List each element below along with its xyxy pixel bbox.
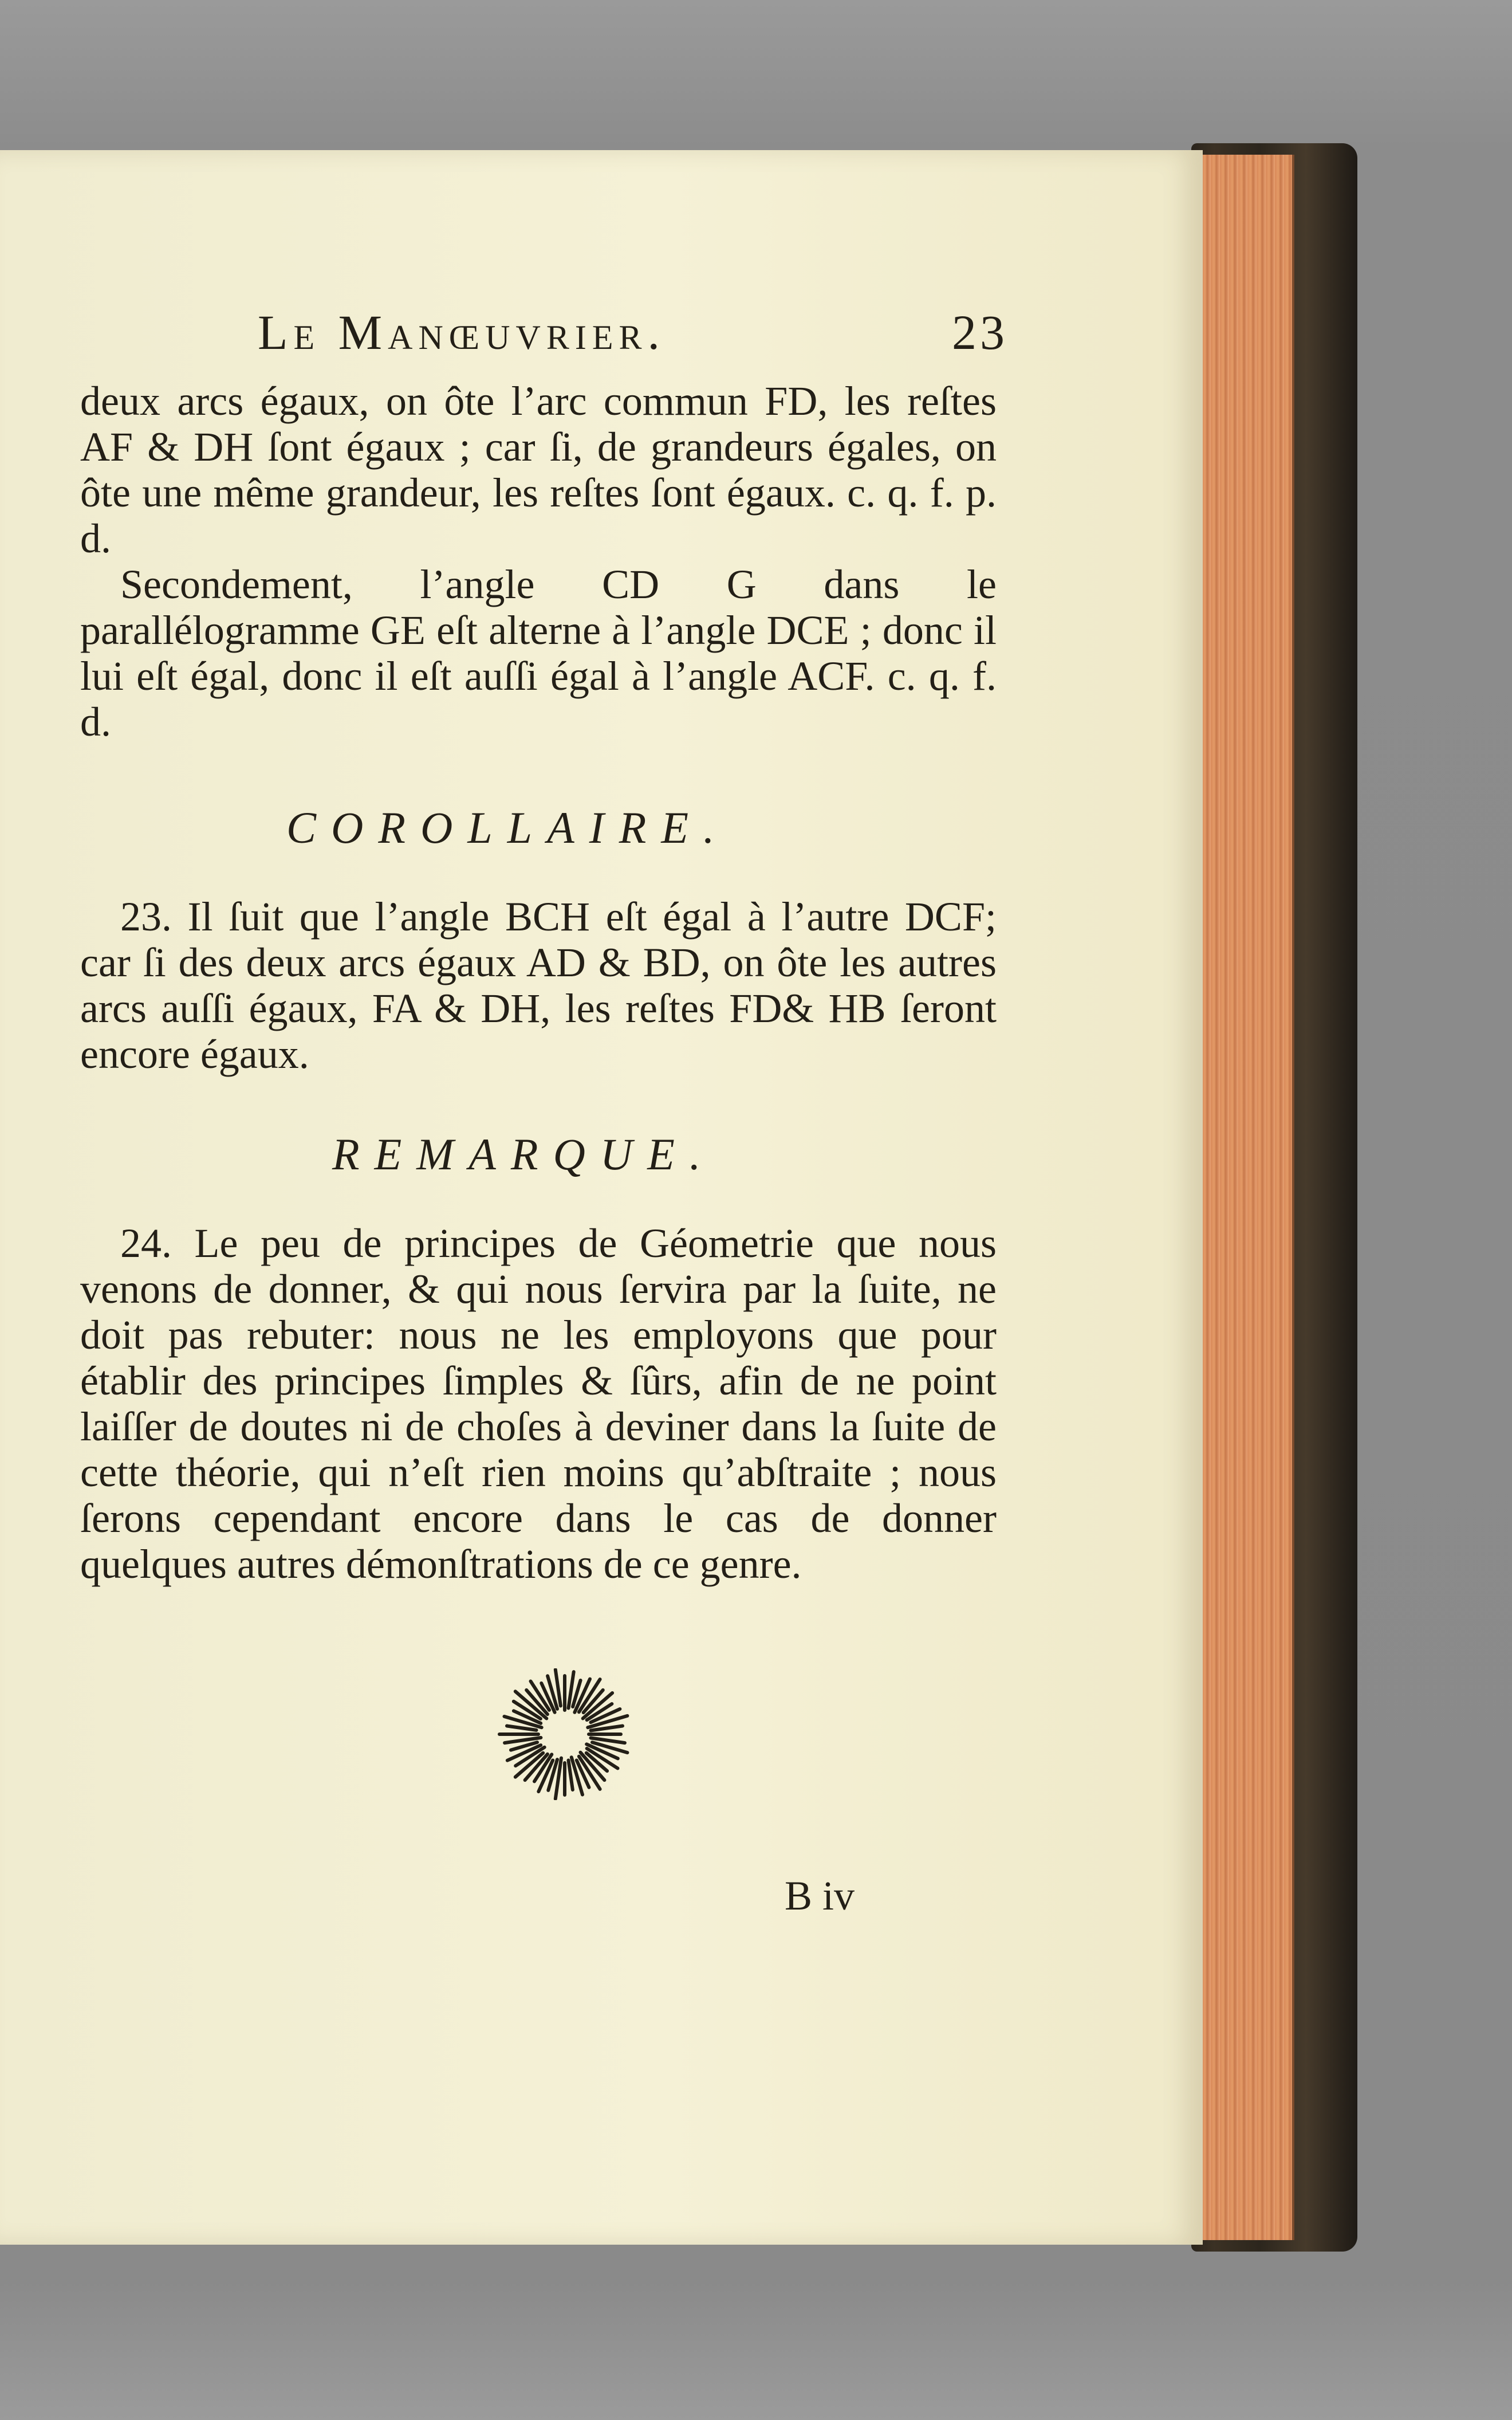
running-head	[258, 304, 1008, 367]
paragraph-24: 24. Le peu de principes de Géometrie que nous venons de donner, & qui nous ſervira par la ſuite, ne doit pas rebuter: nous ne les employons que pour établir des principes ſimples & ſûrs, afin de ne point laiſſer de doutes ni de choſes à deviner dans la ſuite de cette théorie, qui n’eſt rien moins qu’abſtraite ; nous ſerons cependant encore dans le cas de donner quelques autres démonſtrations de ce genre.	[80, 1220, 997, 1587]
text-column	[80, 378, 997, 1587]
paragraph-23: 23. Il ſuit que l’angle BCH eſt égal à l’autre DCF; car ſi des deux arcs égaux AD & BD, on ôte les autres arcs auſſi égaux, FA & DH, les reſtes FD& HB ſeront encore égaux.	[80, 894, 997, 1077]
page-fore-edge	[1198, 155, 1294, 2240]
sunburst-ornament-icon	[496, 1668, 633, 1800]
signature-mark: B iv	[785, 1873, 855, 1919]
running-head-title: Le Manœuvrier.	[258, 305, 666, 360]
ornament-ray	[507, 1726, 537, 1730]
page-number: 23	[952, 305, 1008, 360]
paragraph-continuation: deux arcs égaux, on ôte l’arc commun FD, les reſtes AF & DH ſont égaux ; car ſi, de grandeurs égales, on ôte une même grandeur, les reſtes ſont égaux. c. q. f. p. d.	[80, 378, 997, 561]
paragraph-secondement: Secondement, l’angle CD G dans le parallélogramme GE eſt alterne à l’angle DCE ; donc il lui eſt égal, donc il eſt auſſi égal à l’angle ACF. c. q. f. d.	[80, 561, 997, 745]
heading-corollaire: COROLLAIRE.	[286, 803, 730, 852]
heading-remarque: REMARQUE.	[332, 1129, 716, 1179]
